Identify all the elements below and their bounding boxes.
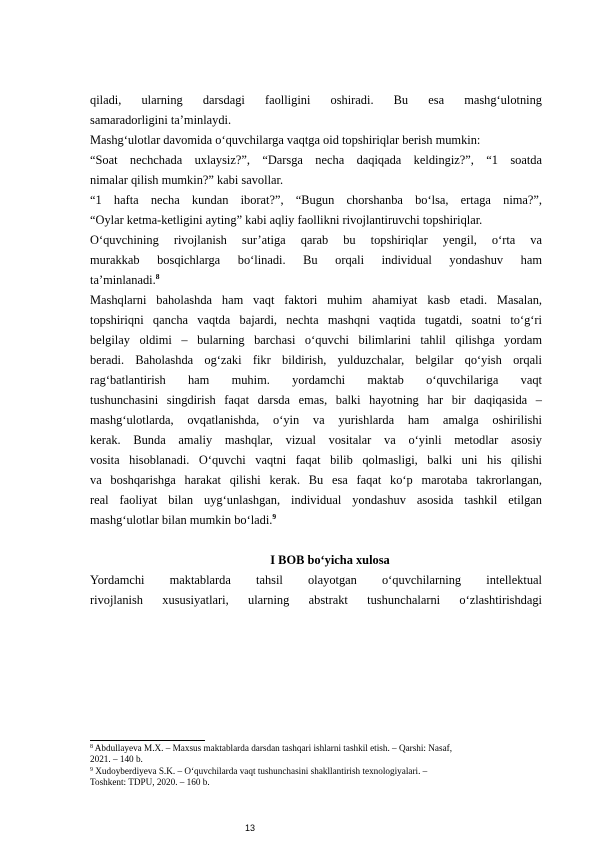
text-line — [90, 270, 542, 290]
text-line: beradi. Baholashda og‘zaki fikr bildirish, yulduzchalar, belgilar qo‘yish orqali — [90, 353, 542, 367]
text-line: real faoliyat bilan uyg‘unlashgan, individual yondashuv asosida tashkil etilgan — [90, 493, 542, 507]
footnotes — [90, 743, 550, 789]
paragraph — [90, 90, 542, 130]
text-line: “Soat nechchada uxlaysiz?”, “Darsga necha daqiqada keldingiz?”, “1 soatda — [90, 153, 542, 167]
footnote-mark: 9 — [90, 767, 93, 773]
text-line: samaradorligini ta’minlaydi. — [90, 113, 232, 127]
footnote-ref: 9 — [272, 512, 277, 521]
text-line: nimalar qilish mumkin?” kabi savollar. — [90, 173, 284, 187]
paragraph — [90, 230, 542, 290]
footnote-divider — [90, 740, 205, 741]
footnote-mark: 8 — [90, 744, 93, 750]
text-line: topshiriqni qancha vaqtda bajardi, nechta mashqni vaqtida tugatdi, soatni to‘g‘ri — [90, 313, 542, 327]
text-line: murakkab bosqichlarga bo‘linadi. Bu orqali individual yondashuv ham — [90, 253, 542, 267]
paragraph — [90, 570, 542, 610]
footnote-text: Abdullayeva M.X. – Maxsus maktablarda darsdan tashqari ishlarni tashkil etish. – Qarshi: Nasaf, — [94, 743, 453, 753]
paragraph — [90, 290, 542, 530]
text-line: va boshqarishga harakat qilishi kerak. Bu esa faqat ko‘p marotaba takrorlangan, — [90, 473, 542, 487]
footnote-ref: 8 — [155, 272, 160, 281]
text-line: qiladi, ularning darsdagi faolligini oshiradi. Bu esa mashg‘ulotning — [90, 93, 542, 107]
text-line: O‘quvchining rivojlanish sur’atiga qarab bu topshiriqlar yengil, o‘rta va — [90, 233, 542, 247]
text-line: rivojlanish xususiyatlari, ularning abstrakt tushunchalarni o‘zlashtirishdagi — [90, 593, 542, 607]
text-line: vosita hisoblanadi. O‘quvchi vaqtni faqat bilib qolmasligi, balki uni his qilishi — [90, 453, 542, 467]
text-line: tushunchasini singdirish faqat darsda emas, balki hayotning har bir daqiqasida – — [90, 393, 542, 407]
text-line: kerak. Bunda amaliy mashqlar, vizual vositalar va o‘yinli metodlar asosiy — [90, 433, 542, 447]
text-line: Mashg‘ulotlar davomida o‘quvchilarga vaqtga oid topshiriqlar berish mumkin: — [90, 133, 481, 147]
text-line — [90, 510, 542, 530]
text-line: “Oylar ketma-ketligini ayting” kabi aqliy faollikni rivojlantiruvchi topshiriqlar. — [90, 213, 483, 227]
text-line: Mashqlarni baholashda ham vaqt faktori muhim ahamiyat kasb etadi. Masalan, — [90, 293, 542, 307]
footnote — [90, 766, 550, 788]
footnote-text: Xudoyberdiyeva S.K. – O‘quvchilarda vaqt tushunchasini shakllantirish texnologiyalari. – — [95, 766, 428, 776]
text-line: rag‘batlantirish ham muhim. yordamchi maktab o‘quvchilariga vaqt — [90, 373, 542, 387]
text-span: ta’minlanadi. — [90, 273, 156, 287]
footnote — [90, 743, 550, 765]
text-line: “1 hafta necha kundan iborat?”, “Bugun chorshanba bo‘lsa, ertaga nima?”, — [90, 193, 542, 207]
text-line: belgilay oldimi – bularning barchasi o‘quvchi bilimlarini tahlil qilishga yordam — [90, 333, 542, 347]
paragraph — [90, 130, 542, 150]
page-number: 13 — [245, 823, 256, 833]
text-line: mashg‘ulotlarda, ovqatlanishda, o‘yin va yurishlarda ham amalga oshirilishi — [90, 413, 542, 427]
text-line: Yordamchi maktablarda tahsil olayotgan o‘quvchilarning intellektual — [90, 573, 542, 587]
paragraph — [90, 190, 542, 230]
text-span: mashg‘ulotlar bilan mumkin bo‘ladi. — [90, 513, 273, 527]
footnote-text: 2021. – 140 b. — [90, 754, 143, 764]
paragraph — [90, 150, 542, 190]
footnote-text: Toshkent: TDPU, 2020. – 160 b. — [90, 777, 210, 787]
section-heading: I BOB bo‘yicha xulosa — [270, 553, 390, 567]
page-body — [90, 90, 542, 610]
